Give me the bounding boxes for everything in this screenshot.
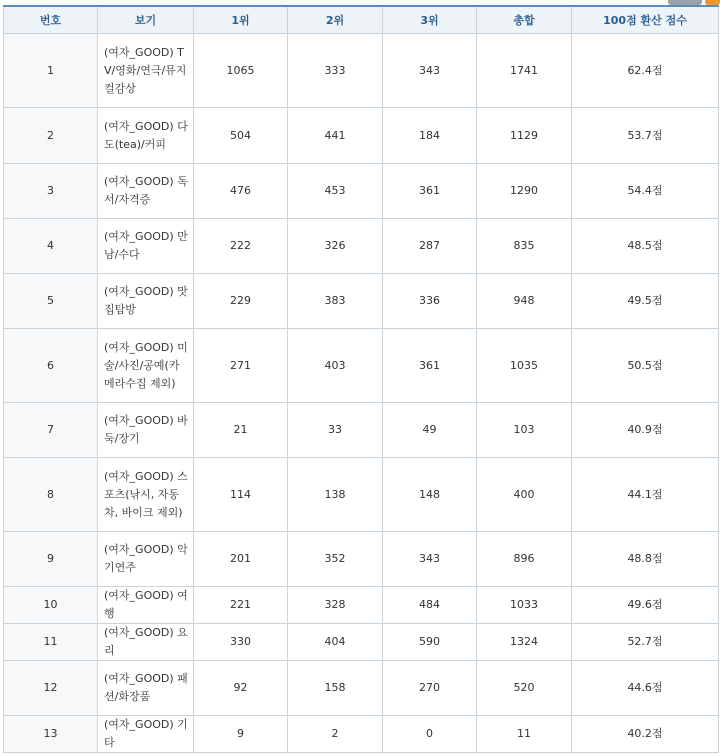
row-rank3: 148 xyxy=(383,458,477,532)
row-option: (여자_GOOD) 스포츠(낚시, 자동차, 바이크 제외) xyxy=(98,458,194,532)
row-rank2: 328 xyxy=(288,587,383,624)
header-total: 총합 xyxy=(477,6,572,34)
row-rank1: 1065 xyxy=(194,34,288,108)
table-body xyxy=(4,34,719,753)
row-rank2: 383 xyxy=(288,274,383,329)
row-option: (여자_GOOD) 다도(tea)/커피 xyxy=(98,108,194,164)
row-rank1: 114 xyxy=(194,458,288,532)
row-rank2: 138 xyxy=(288,458,383,532)
row-option: (여자_GOOD) 패션/화장품 xyxy=(98,661,194,716)
table-row xyxy=(4,403,719,458)
row-number: 1 xyxy=(4,34,98,108)
row-number: 11 xyxy=(4,624,98,661)
row-number: 6 xyxy=(4,329,98,403)
table-row xyxy=(4,108,719,164)
header-number: 번호 xyxy=(4,6,98,34)
row-rank1: 271 xyxy=(194,329,288,403)
row-score: 48.8점 xyxy=(572,532,719,587)
row-rank1: 330 xyxy=(194,624,288,661)
header-row xyxy=(4,6,719,34)
row-option: (여자_GOOD) 기타 xyxy=(98,716,194,753)
row-rank1: 201 xyxy=(194,532,288,587)
row-total: 520 xyxy=(477,661,572,716)
row-rank3: 361 xyxy=(383,329,477,403)
row-total: 103 xyxy=(477,403,572,458)
row-number: 9 xyxy=(4,532,98,587)
row-score: 62.4점 xyxy=(572,34,719,108)
row-rank3: 287 xyxy=(383,219,477,274)
row-score: 40.2점 xyxy=(572,716,719,753)
row-total: 1290 xyxy=(477,164,572,219)
row-rank2: 453 xyxy=(288,164,383,219)
row-rank3: 0 xyxy=(383,716,477,753)
table-row xyxy=(4,587,719,624)
row-option: (여자_GOOD) 바둑/장기 xyxy=(98,403,194,458)
header-rank1: 1위 xyxy=(194,6,288,34)
row-rank3: 184 xyxy=(383,108,477,164)
row-rank1: 504 xyxy=(194,108,288,164)
table-row xyxy=(4,34,719,108)
header-option: 보기 xyxy=(98,6,194,34)
table-row xyxy=(4,624,719,661)
table-row xyxy=(4,274,719,329)
table-row xyxy=(4,329,719,403)
row-rank3: 343 xyxy=(383,34,477,108)
row-rank2: 352 xyxy=(288,532,383,587)
header-rank2: 2위 xyxy=(288,6,383,34)
row-total: 1033 xyxy=(477,587,572,624)
row-rank1: 92 xyxy=(194,661,288,716)
header-rank3: 3위 xyxy=(383,6,477,34)
row-rank1: 222 xyxy=(194,219,288,274)
row-rank2: 158 xyxy=(288,661,383,716)
row-total: 1741 xyxy=(477,34,572,108)
row-rank3: 270 xyxy=(383,661,477,716)
row-total: 1035 xyxy=(477,329,572,403)
row-rank1: 229 xyxy=(194,274,288,329)
row-option: (여자_GOOD) 악기연주 xyxy=(98,532,194,587)
table-row xyxy=(4,532,719,587)
row-rank3: 336 xyxy=(383,274,477,329)
row-option: (여자_GOOD) 여행 xyxy=(98,587,194,624)
row-rank1: 21 xyxy=(194,403,288,458)
row-score: 49.6점 xyxy=(572,587,719,624)
row-total: 1324 xyxy=(477,624,572,661)
table-row xyxy=(4,458,719,532)
row-rank1: 221 xyxy=(194,587,288,624)
row-rank3: 343 xyxy=(383,532,477,587)
row-score: 48.5점 xyxy=(572,219,719,274)
row-option: (여자_GOOD) 요리 xyxy=(98,624,194,661)
results-table xyxy=(3,5,719,753)
row-number: 2 xyxy=(4,108,98,164)
row-rank1: 476 xyxy=(194,164,288,219)
row-number: 4 xyxy=(4,219,98,274)
row-option: (여자_GOOD) TV/영화/연극/뮤지컬감상 xyxy=(98,34,194,108)
row-score: 54.4점 xyxy=(572,164,719,219)
row-rank2: 2 xyxy=(288,716,383,753)
table-row xyxy=(4,661,719,716)
row-option: (여자_GOOD) 독서/자격증 xyxy=(98,164,194,219)
row-total: 1129 xyxy=(477,108,572,164)
row-number: 5 xyxy=(4,274,98,329)
row-number: 10 xyxy=(4,587,98,624)
row-score: 53.7점 xyxy=(572,108,719,164)
row-number: 3 xyxy=(4,164,98,219)
row-number: 7 xyxy=(4,403,98,458)
row-number: 13 xyxy=(4,716,98,753)
row-rank3: 361 xyxy=(383,164,477,219)
row-rank2: 441 xyxy=(288,108,383,164)
header-score: 100점 환산 점수 xyxy=(572,6,719,34)
row-total: 400 xyxy=(477,458,572,532)
row-score: 44.1점 xyxy=(572,458,719,532)
row-total: 835 xyxy=(477,219,572,274)
row-rank3: 590 xyxy=(383,624,477,661)
table-row xyxy=(4,164,719,219)
row-option: (여자_GOOD) 미술/사진/공예(카메라수집 제외) xyxy=(98,329,194,403)
row-number: 8 xyxy=(4,458,98,532)
row-option: (여자_GOOD) 맛집탐방 xyxy=(98,274,194,329)
row-score: 40.9점 xyxy=(572,403,719,458)
row-rank1: 9 xyxy=(194,716,288,753)
table-row xyxy=(4,716,719,753)
row-score: 50.5점 xyxy=(572,329,719,403)
table-row xyxy=(4,219,719,274)
row-number: 12 xyxy=(4,661,98,716)
row-option: (여자_GOOD) 만남/수다 xyxy=(98,219,194,274)
row-rank2: 33 xyxy=(288,403,383,458)
row-rank3: 49 xyxy=(383,403,477,458)
row-rank2: 403 xyxy=(288,329,383,403)
row-rank3: 484 xyxy=(383,587,477,624)
row-rank2: 326 xyxy=(288,219,383,274)
row-rank2: 404 xyxy=(288,624,383,661)
row-total: 896 xyxy=(477,532,572,587)
row-score: 44.6점 xyxy=(572,661,719,716)
row-score: 52.7점 xyxy=(572,624,719,661)
row-total: 11 xyxy=(477,716,572,753)
row-total: 948 xyxy=(477,274,572,329)
row-rank2: 333 xyxy=(288,34,383,108)
row-score: 49.5점 xyxy=(572,274,719,329)
